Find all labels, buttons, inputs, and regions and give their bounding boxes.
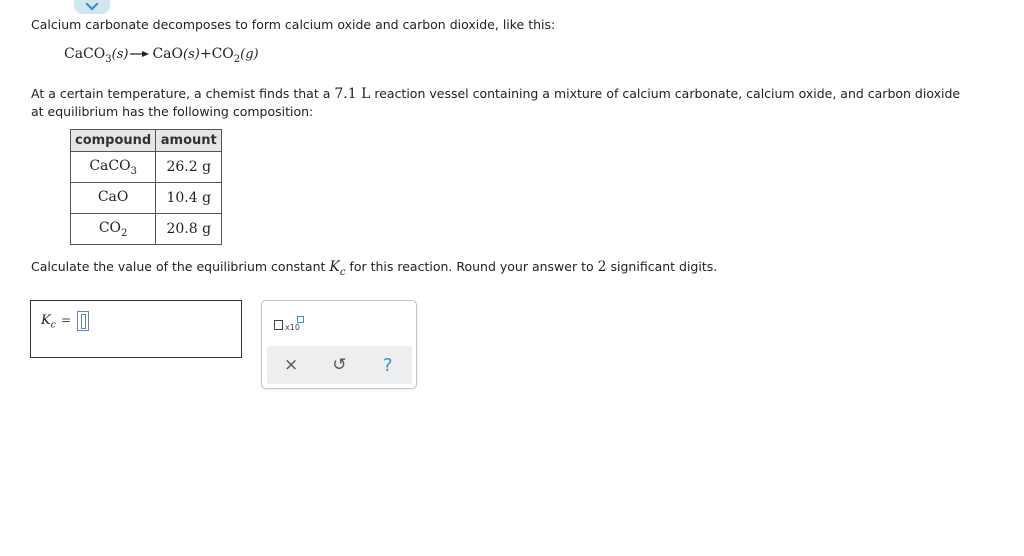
kc-symbol: $K_c$	[329, 259, 346, 278]
exponent-box-icon	[297, 316, 304, 323]
header-compound: compound	[71, 130, 156, 152]
composition-table	[70, 129, 222, 245]
reactant-state: (s)	[111, 47, 129, 62]
answer-label: $K_c$	[41, 313, 56, 331]
product1-state: (s)	[183, 47, 200, 62]
amount-cell: 26.2 g	[156, 152, 222, 183]
question-text: Calculate the value of the equilibrium constant $K_c$ for this reaction. Round your answer to 2 significant digits.	[31, 259, 718, 278]
chevron-down-icon	[85, 3, 99, 12]
undo-button[interactable]: ↺	[332, 355, 347, 375]
mantissa-box-icon	[274, 320, 283, 330]
tool-bar	[267, 346, 412, 384]
significant-digits: 2	[597, 259, 607, 275]
help-button[interactable]: ?	[383, 354, 393, 376]
product2-formula: $CO_2$	[211, 46, 241, 65]
compound-cell: CaO	[71, 183, 156, 214]
conditions-paragraph: At a certain temperature, a chemist finds that a 7.1 L reaction vessel containing a mixture of calcium carbonate, calcium oxide, and carbon dioxide at equilibrium has the following composition:	[31, 86, 961, 119]
collapse-tab[interactable]	[74, 0, 110, 14]
header-amount: amount	[156, 130, 222, 152]
answer-area	[30, 300, 242, 358]
compound-cell: $CO_2$	[71, 214, 156, 245]
clear-button[interactable]: ×	[284, 355, 299, 375]
reaction-equation	[64, 46, 259, 65]
table-header-row	[71, 130, 222, 152]
table-row	[71, 214, 222, 245]
scientific-notation-button[interactable]	[274, 315, 306, 335]
amount-cell: 10.4 g	[156, 183, 222, 214]
compound-cell: CaCO$_3$	[71, 152, 156, 183]
equals-sign: =	[61, 313, 72, 327]
kc-answer-input[interactable]	[77, 311, 89, 331]
reaction-arrow-icon	[130, 50, 150, 58]
amount-cell: 20.8 g	[156, 214, 222, 245]
product1-formula: CaO	[152, 46, 183, 62]
table-row	[71, 152, 222, 183]
x10-label: x10	[285, 323, 300, 332]
table-row	[71, 183, 222, 214]
problem-prompt: Calcium carbonate decomposes to form calcium oxide and carbon dioxide, like this:	[31, 17, 556, 32]
reactant-formula: CaCO$_3$	[64, 46, 112, 65]
plus-sign: +	[199, 46, 212, 62]
answer-tools-panel	[261, 300, 417, 389]
product2-state: (g)	[240, 47, 259, 62]
vessel-volume: 7.1 L	[334, 86, 371, 102]
